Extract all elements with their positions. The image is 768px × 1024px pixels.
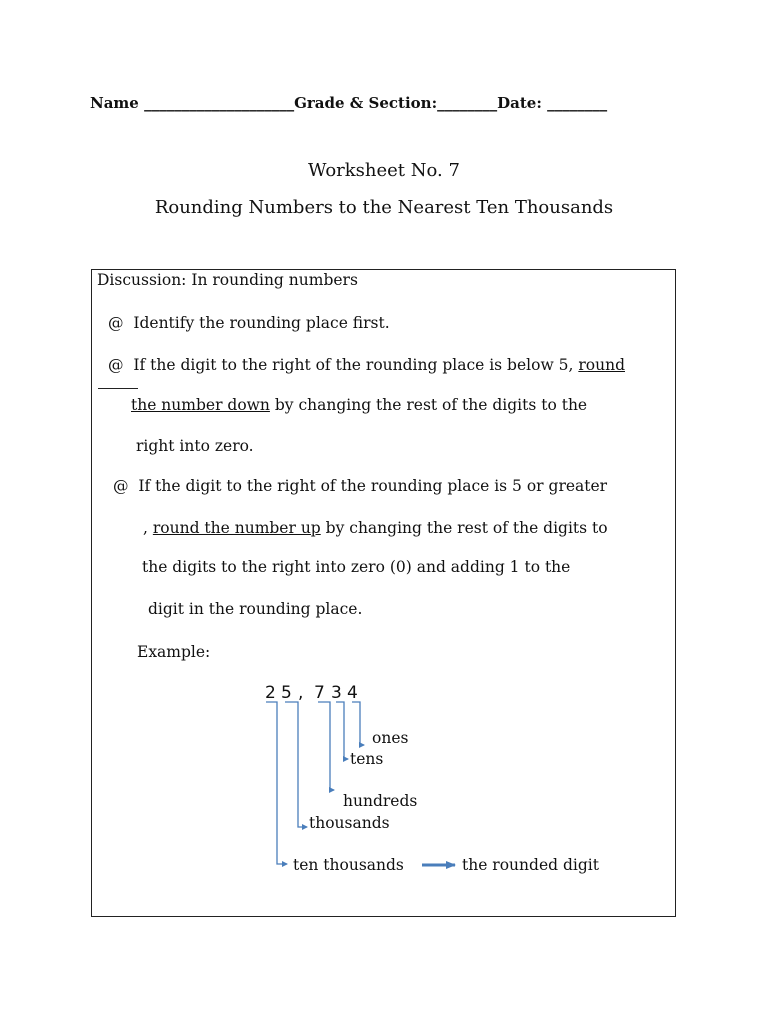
example-digit-ones: 4 [347,683,358,703]
label-ones: ones [372,729,409,747]
hundreds-connector [318,702,334,790]
thousands-connector [285,702,307,827]
example-digit-tens: 3 [331,683,342,703]
rule-2-text-a: If the digit to the right of the rounding place is below 5, [133,356,579,374]
rule-2-underline-a: round [578,356,625,374]
ten-thousands-connector [266,702,287,864]
date-label: Date: [497,94,542,112]
example-digit-thousands: 5 [281,683,292,703]
grade-label: Grade & Section: [294,94,438,112]
name-blank[interactable]: ____________________ [144,94,295,112]
bullet-at: @ [108,314,124,332]
rule-2-underline-b: the number down [131,396,270,414]
example-digit-hundreds: 7 [314,683,325,703]
label-hundreds: hundreds [343,792,418,810]
label-rounded-digit: the rounded digit [462,856,599,874]
label-ten-thousands: ten thousands [293,856,404,874]
bullet-at: @ [113,477,129,495]
worksheet-subtitle: Rounding Numbers to the Nearest Ten Thousands [154,197,614,218]
example-digit-ten-thousands: 2 [265,683,276,703]
date-blank[interactable]: ________ [547,94,608,112]
ones-connector [352,702,364,745]
rule-3-text-a: If the digit to the right of the rounding place is 5 or greater [138,477,608,495]
grade-blank[interactable]: ________ [437,94,498,112]
rule-3-underline: round the number up [152,519,321,537]
rule-1-text: Identify the rounding place first. [133,314,390,332]
label-tens: tens [350,750,384,768]
discussion-heading: Discussion: In rounding numbers [97,271,358,289]
name-label: Name [90,94,139,112]
rule-3-line-4: digit in the rounding place. [148,600,363,618]
label-thousands: thousands [309,814,390,832]
rule-3-comma: , [143,519,153,537]
rule-2-text-b: by changing the rest of the digits to the [269,396,588,414]
bullet-at: @ [108,356,124,374]
rule-2-line-3: right into zero. [136,437,254,455]
rule-3-text-b: by changing the rest of the digits to [320,519,608,537]
example-label: Example: [137,643,211,661]
example-comma: , [298,683,304,703]
worksheet-title: Worksheet No. 7 [308,160,460,181]
tens-connector [336,702,348,759]
rule-3-line-3: the digits to the right into zero (0) and adding 1 to the [142,558,571,576]
